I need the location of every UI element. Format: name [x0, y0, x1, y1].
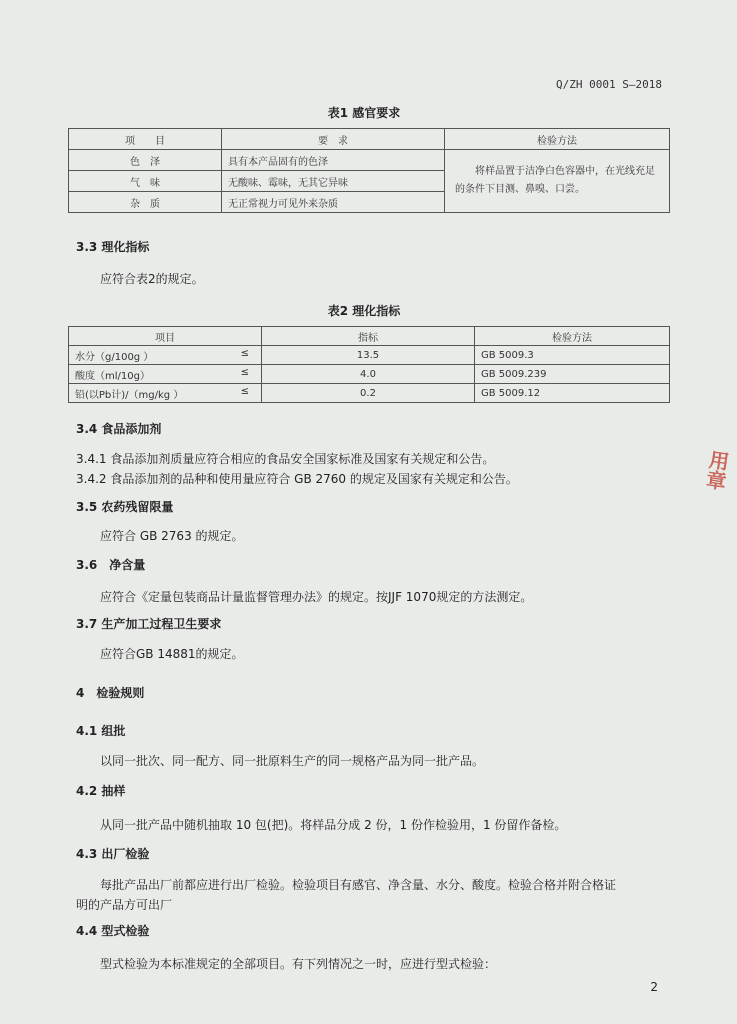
row-sign: ≤ — [240, 347, 249, 359]
section-3-4-2-text: 3.4.2 食品添加剂的品种和使用量应符合 GB 2760 的规定及国家有关规定和公告。 — [76, 472, 518, 486]
red-seal-stamp — [689, 449, 737, 582]
row-item: 杂 质 — [69, 192, 222, 213]
row-item — [69, 346, 262, 365]
row-sign: ≤ — [240, 385, 249, 397]
header-requirement: 要 求 — [222, 129, 445, 150]
section-4-3-title: 4.3 出厂检验 — [76, 847, 150, 861]
row-item — [69, 365, 262, 384]
row-requirement: 无正常视力可见外来杂质 — [222, 192, 445, 213]
row-value: 13.5 — [262, 346, 475, 365]
sensory-table — [68, 128, 670, 213]
section-4-4-text: 型式检验为本标准规定的全部项目。有下列情况之一时，应进行型式检验： — [100, 957, 497, 971]
row-requirement: 具有本产品固有的色泽 — [222, 150, 445, 171]
row-item — [69, 384, 262, 403]
row-item-label: 酸度（ml/10g） — [75, 370, 150, 382]
section-3-5-title: 3.5 农药残留限量 — [76, 500, 174, 514]
section-3-7-title: 3.7 生产加工过程卫生要求 — [76, 617, 222, 631]
method-cell: 将样品置于洁净白色容器中，在光线充足的条件下目测、鼻嗅、口尝。 — [445, 150, 670, 213]
section-3-4-1-text: 3.4.1 食品添加剂质量应符合相应的食品安全国家标准及国家有关规定和公告。 — [76, 452, 495, 466]
table-header-row — [69, 327, 670, 346]
section-3-3-title: 3.3 理化指标 — [76, 240, 150, 254]
row-value: 4.0 — [262, 365, 475, 384]
section-4-3-line2: 明的产品方可出厂 — [76, 898, 173, 912]
section-3-3-text: 应符合表2的规定。 — [100, 272, 204, 286]
row-value: 0.2 — [262, 384, 475, 403]
header-item: 项 目 — [69, 129, 222, 150]
row-requirement: 无酸味、霉味，无其它异味 — [222, 171, 445, 192]
section-4-4-title: 4.4 型式检验 — [76, 924, 150, 938]
table2-caption: 表2 理化指标 — [327, 304, 401, 318]
row-sign: ≤ — [240, 366, 249, 378]
table-header-row — [69, 129, 670, 150]
section-4-2-text: 从同一批产品中随机抽取 10 包(把)。将样品分成 2 份，1 份作检验用，1 份留作备检。 — [100, 818, 567, 832]
table-row — [69, 365, 670, 384]
header-item: 项目 — [69, 327, 262, 346]
row-method: GB 5009.239 — [475, 365, 670, 384]
standard-code: Q/ZH 0001 S—2018 — [556, 78, 662, 91]
row-item-label: 铅(以Pb计)/（mg/kg ） — [75, 389, 184, 401]
table-row — [69, 384, 670, 403]
row-item-label: 水分（g/100g ） — [75, 351, 154, 363]
section-4-3-line1: 每批产品出厂前都应进行出厂检验。检验项目有感官、净含量、水分、酸度。检验合格并附合格证 — [100, 878, 617, 892]
section-3-7-text: 应符合GB 14881的规定。 — [100, 647, 244, 661]
section-4-1-text: 以同一批次、同一配方、同一批原料生产的同一规格产品为同一批产品。 — [100, 754, 485, 768]
physchem-table — [68, 326, 670, 403]
section-4-1-title: 4.1 组批 — [76, 724, 126, 738]
table1-caption: 表1 感官要求 — [327, 106, 401, 120]
header-value: 指标 — [262, 327, 475, 346]
row-item: 气 味 — [69, 171, 222, 192]
section-3-6-text: 应符合《定量包装商品计量监督管理办法》的规定。按JJF 1070规定的方法测定。 — [100, 590, 533, 604]
table-row — [69, 150, 670, 171]
row-method: GB 5009.3 — [475, 346, 670, 365]
row-method: GB 5009.12 — [475, 384, 670, 403]
page-number: 2 — [650, 980, 658, 994]
row-item: 色 泽 — [69, 150, 222, 171]
section-3-5-text: 应符合 GB 2763 的规定。 — [100, 529, 244, 543]
stamp-text: 用章 — [701, 448, 731, 492]
header-method: 检验方法 — [445, 129, 670, 150]
section-3-4-title: 3.4 食品添加剂 — [76, 422, 162, 436]
section-4-title: 4 检验规则 — [76, 686, 145, 700]
section-4-2-title: 4.2 抽样 — [76, 784, 126, 798]
header-method: 检验方法 — [475, 327, 670, 346]
section-3-6-title: 3.6 净含量 — [76, 558, 146, 572]
table-row — [69, 346, 670, 365]
